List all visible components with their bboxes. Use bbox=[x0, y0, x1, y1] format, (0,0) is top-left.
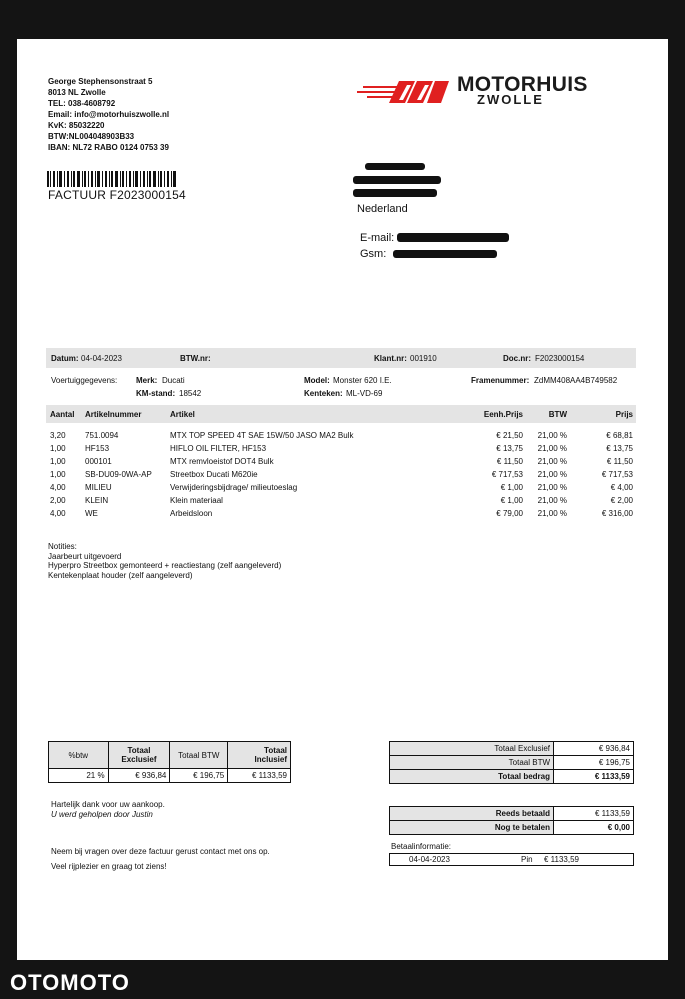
km-value: 18542 bbox=[179, 389, 202, 398]
due-label: Nog te betalen bbox=[390, 821, 554, 835]
table-row bbox=[46, 509, 636, 522]
cell-prijs: € 316,00 bbox=[601, 509, 633, 518]
note-line: Jaarbeurt uitgevoerd bbox=[48, 551, 122, 561]
vehicle-label: Voertuiggegevens: bbox=[51, 376, 118, 385]
payment-date: 04-04-2023 bbox=[409, 855, 450, 864]
company-city: 8013 NL Zwolle bbox=[48, 88, 106, 97]
cell-artikel: Klein materiaal bbox=[170, 496, 223, 505]
vat-h-excl-2: Exclusief bbox=[121, 755, 157, 764]
customer-gsm-label: Gsm: bbox=[360, 248, 387, 260]
col-btw: BTW bbox=[548, 410, 567, 419]
cell-artikel: HIFLO OIL FILTER, HF153 bbox=[170, 444, 267, 453]
invoice-title: FACTUUR F2023000154 bbox=[48, 188, 186, 202]
total-btw-value: € 196,75 bbox=[554, 756, 634, 770]
customer-country: Nederland bbox=[357, 203, 408, 215]
cell-artnr: KLEIN bbox=[85, 496, 109, 505]
cell-artikel: Arbeidsloon bbox=[170, 509, 213, 518]
note-line: Kentekenplaat houder (zelf aangeleverd) bbox=[48, 570, 193, 580]
vat-h-incl-1: Totaal bbox=[264, 746, 287, 755]
cell-btw: 21,00 % bbox=[537, 496, 567, 505]
table-row bbox=[46, 483, 636, 496]
vat-value-row bbox=[49, 769, 291, 783]
cell-eenh: € 717,53 bbox=[491, 470, 523, 479]
klantnr-label: Klant.nr: bbox=[374, 354, 407, 363]
total-excl-value: € 936,84 bbox=[554, 742, 634, 756]
merk-label: Merk: bbox=[136, 376, 158, 385]
company-details bbox=[48, 76, 169, 153]
total-bedrag-row bbox=[390, 770, 634, 784]
paid-label: Reeds betaald bbox=[390, 807, 554, 821]
company-email: Email: info@motorhuiszwolle.nl bbox=[48, 110, 170, 119]
vat-btw: € 196,75 bbox=[170, 769, 228, 783]
thanks-section bbox=[51, 800, 165, 820]
cell-eenh: € 13,75 bbox=[496, 444, 523, 453]
cell-btw: 21,00 % bbox=[537, 470, 567, 479]
btwnr-label: BTW.nr: bbox=[180, 354, 211, 363]
helped-text: U werd geholpen door Justin bbox=[51, 810, 153, 819]
cell-aantal: 1,00 bbox=[50, 457, 66, 466]
thanks-text: Hartelijk dank voor uw aankoop. bbox=[51, 800, 165, 809]
cell-eenh: € 21,50 bbox=[496, 431, 523, 440]
totals-table bbox=[389, 741, 634, 784]
cell-artikel: MTX TOP SPEED 4T SAE 15W/50 JASO MA2 Bulk bbox=[170, 431, 354, 440]
vat-h-incl bbox=[228, 742, 291, 769]
kenteken-value: ML-VD-69 bbox=[346, 389, 383, 398]
cell-artnr: 751.0094 bbox=[85, 431, 119, 440]
notes-section bbox=[48, 542, 281, 580]
cell-artikel: Streetbox Ducati M620ie bbox=[170, 470, 258, 479]
datum-label: Datum: bbox=[51, 354, 79, 363]
col-artikelnummer: Artikelnummer bbox=[85, 410, 142, 419]
datum-value: 04-04-2023 bbox=[81, 354, 122, 363]
due-value: € 0,00 bbox=[554, 821, 634, 835]
vat-h-totbtw bbox=[170, 742, 228, 769]
vat-excl: € 936,84 bbox=[108, 769, 170, 783]
vat-h-btw-text: %btw bbox=[68, 750, 89, 760]
questions-section bbox=[51, 846, 270, 873]
due-row bbox=[390, 821, 634, 835]
cell-aantal: 1,00 bbox=[50, 444, 66, 453]
vat-summary-table bbox=[48, 741, 291, 783]
cell-aantal: 4,00 bbox=[50, 483, 66, 492]
total-bedrag-value: € 1133,59 bbox=[554, 770, 634, 784]
cell-btw: 21,00 % bbox=[537, 457, 567, 466]
cell-prijs: € 4,00 bbox=[610, 483, 633, 492]
total-excl-label: Totaal Exclusief bbox=[390, 742, 554, 756]
cell-prijs: € 13,75 bbox=[606, 444, 633, 453]
vat-h-totbtw-text: Totaal BTW bbox=[178, 750, 220, 760]
cell-btw: 21,00 % bbox=[537, 483, 567, 492]
cell-aantal: 2,00 bbox=[50, 496, 66, 505]
km-label: KM-stand: bbox=[136, 389, 176, 398]
merk-value: Ducati bbox=[162, 376, 185, 385]
invoice-info-bar bbox=[46, 348, 636, 368]
farewell-text: Veel rijplezier en graag tot ziens! bbox=[51, 862, 167, 871]
cell-prijs: € 717,53 bbox=[601, 470, 633, 479]
paid-value: € 1133,59 bbox=[554, 807, 634, 821]
company-tel: TEL: 038-4608792 bbox=[48, 99, 116, 108]
company-logo bbox=[357, 73, 607, 107]
cell-aantal: 3,20 bbox=[50, 431, 66, 440]
company-iban: IBAN: NL72 RABO 0124 0753 39 bbox=[48, 143, 169, 152]
col-aantal: Aantal bbox=[50, 410, 75, 419]
vat-pct: 21 % bbox=[49, 769, 109, 783]
col-prijs: Prijs bbox=[615, 410, 633, 419]
table-row bbox=[46, 457, 636, 470]
table-row bbox=[46, 444, 636, 457]
vat-h-excl-1: Totaal bbox=[127, 746, 151, 755]
cell-artnr: MILIEU bbox=[85, 483, 112, 492]
cell-prijs: € 11,50 bbox=[606, 457, 633, 466]
paid-row bbox=[390, 807, 634, 821]
vat-h-incl-2: Inclusief bbox=[254, 755, 287, 764]
vat-incl: € 1133,59 bbox=[228, 769, 291, 783]
cell-btw: 21,00 % bbox=[537, 509, 567, 518]
docnr-value: F2023000154 bbox=[535, 354, 585, 363]
cell-prijs: € 2,00 bbox=[610, 496, 633, 505]
company-address: George Stephensonstraat 5 bbox=[48, 77, 153, 86]
logo-subtitle: ZWOLLE bbox=[477, 92, 544, 107]
otomoto-watermark: OTOMOTO bbox=[10, 970, 130, 995]
cell-aantal: 1,00 bbox=[50, 470, 66, 479]
total-excl-row bbox=[390, 742, 634, 756]
model-value: Monster 620 I.E. bbox=[333, 376, 392, 385]
klantnr-value: 001910 bbox=[410, 354, 437, 363]
redacted-address-2 bbox=[353, 189, 437, 197]
redacted-gsm bbox=[393, 250, 497, 258]
payment-table bbox=[389, 806, 634, 835]
questions-text: Neem bij vragen over deze factuur gerust contact met ons op. bbox=[51, 847, 270, 856]
table-row bbox=[46, 496, 636, 509]
cell-artnr: WE bbox=[85, 509, 98, 518]
cell-prijs: € 68,81 bbox=[606, 431, 633, 440]
table-row bbox=[46, 431, 636, 444]
table-row bbox=[46, 470, 636, 483]
cell-artnr: 000101 bbox=[85, 457, 112, 466]
total-btw-row bbox=[390, 756, 634, 770]
cell-eenh: € 79,00 bbox=[496, 509, 523, 518]
vat-h-excl bbox=[108, 742, 170, 769]
company-kvk: KvK: 85032220 bbox=[48, 121, 105, 130]
cell-artikel: Verwijderingsbijdrage/ milieutoeslag bbox=[170, 483, 298, 492]
cell-artikel: MTX remvloeistof DOT4 Bulk bbox=[170, 457, 274, 466]
items-table-header bbox=[46, 405, 636, 423]
vat-h-btw bbox=[49, 742, 109, 769]
redacted-address-1 bbox=[353, 176, 441, 184]
cell-eenh: € 1,00 bbox=[500, 483, 523, 492]
col-eenhprijs: Eenh.Prijs bbox=[483, 410, 523, 419]
cell-eenh: € 11,50 bbox=[496, 457, 523, 466]
payment-info-label: Betaalinformatie: bbox=[391, 842, 452, 851]
frame-value: ZdMM408AA4B749582 bbox=[534, 376, 618, 385]
cell-eenh: € 1,00 bbox=[500, 496, 523, 505]
logo-mark-icon bbox=[357, 73, 457, 107]
total-bedrag-label: Totaal bedrag bbox=[390, 770, 554, 784]
cell-artnr: SB-DU09-0WA-AP bbox=[85, 470, 152, 479]
docnr-label: Doc.nr: bbox=[503, 354, 531, 363]
kenteken-label: Kenteken: bbox=[304, 389, 343, 398]
model-label: Model: bbox=[304, 376, 330, 385]
barcode-icon bbox=[47, 171, 177, 187]
cell-btw: 21,00 % bbox=[537, 444, 567, 453]
customer-email-label: E-mail: bbox=[360, 232, 395, 244]
note-line: Hyperpro Streetbox gemonteerd + reactiestang (zelf aangeleverd) bbox=[48, 561, 282, 570]
total-btw-label: Totaal BTW bbox=[390, 756, 554, 770]
logo-name: MOTORHUIS bbox=[457, 73, 588, 96]
payment-info-row bbox=[389, 853, 634, 866]
company-btw: BTW:NL004048903B33 bbox=[48, 132, 135, 141]
col-artikel: Artikel bbox=[170, 410, 195, 419]
payment-method: Pin bbox=[521, 855, 533, 864]
cell-aantal: 4,00 bbox=[50, 509, 66, 518]
vat-header-row bbox=[49, 742, 291, 769]
cell-btw: 21,00 % bbox=[537, 431, 567, 440]
redacted-email bbox=[397, 233, 509, 242]
frame-label: Framenummer: bbox=[471, 376, 530, 385]
payment-amount: € 1133,59 bbox=[544, 855, 579, 864]
invoice-page bbox=[17, 39, 668, 960]
notes-label: Notities: bbox=[48, 542, 77, 551]
cell-artnr: HF153 bbox=[85, 444, 110, 453]
redacted-name bbox=[365, 163, 425, 170]
